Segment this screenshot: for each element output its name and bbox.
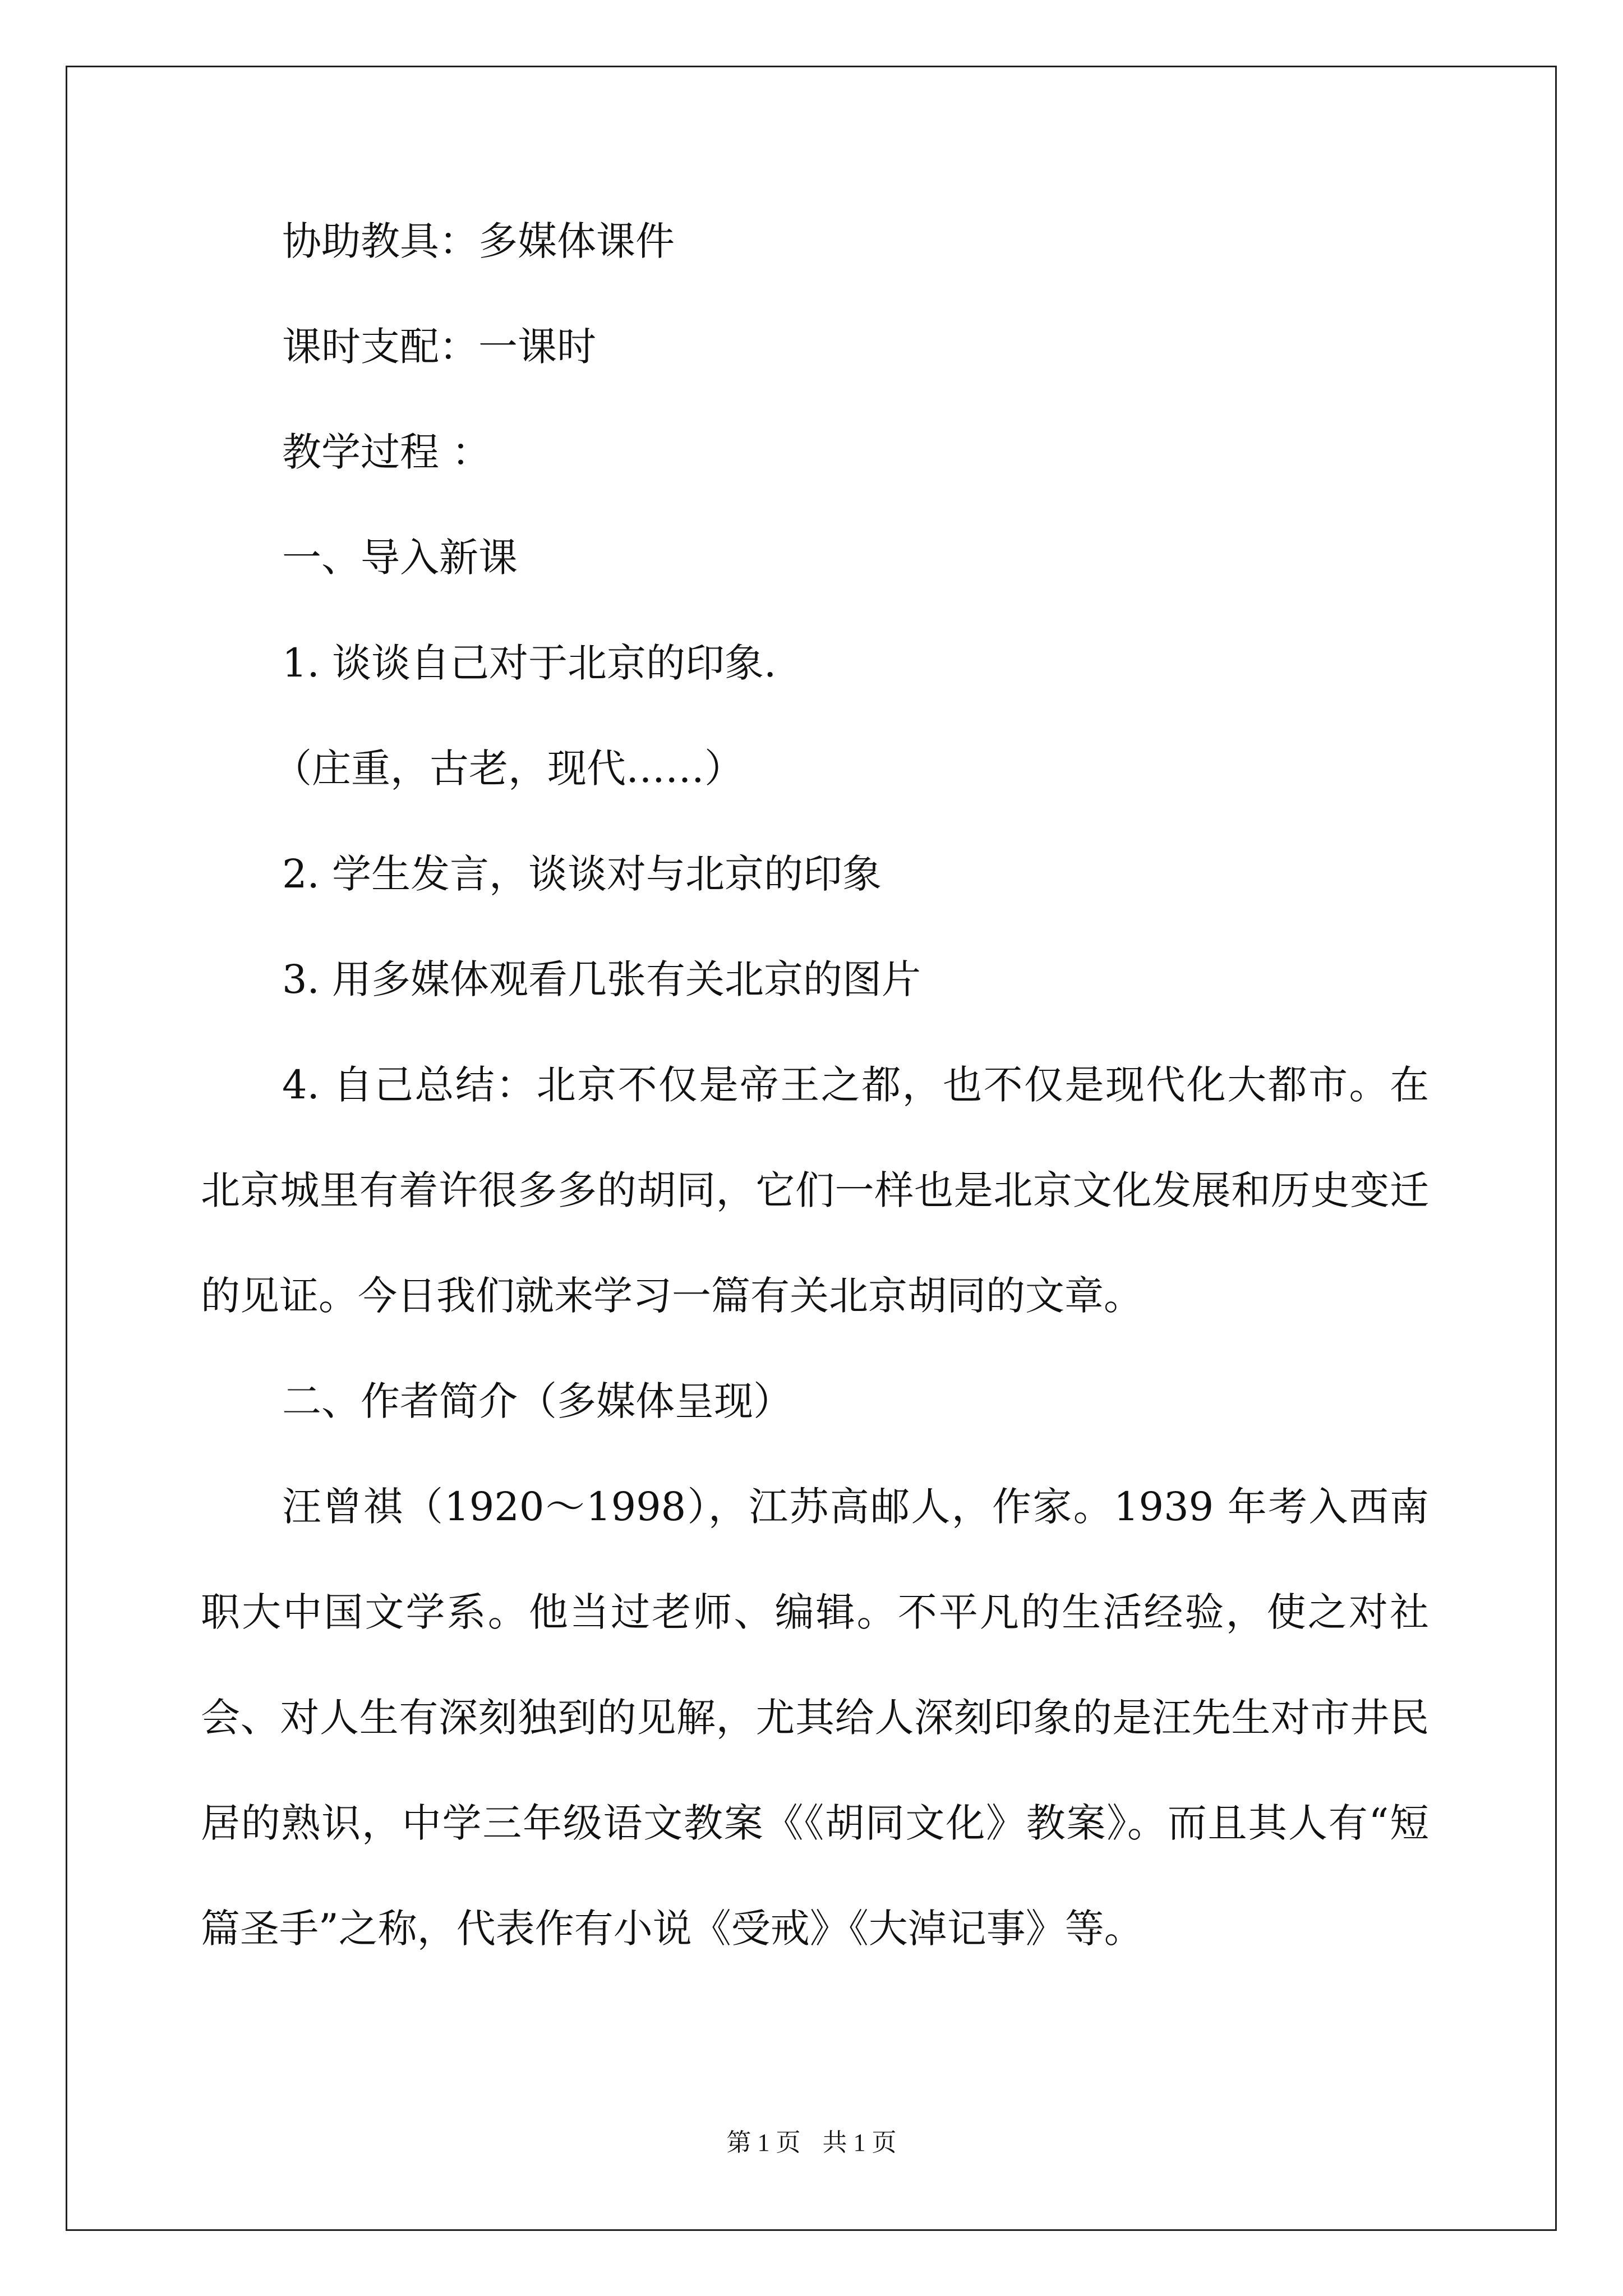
page-total: 共 1 页	[822, 2129, 897, 2156]
section-1-heading: 一、导入新课	[282, 535, 518, 581]
class-hours-line: 课时支配：一课时	[282, 324, 596, 370]
step-1-note: （庄重，古老，现代……）	[273, 746, 744, 792]
step-4-paragraph: 4. 自己总结：北京不仅是帝王之都，也不仅是现代化大都市。在北京城里有着许很多多的胡同，它们一样也是北京文化发展和历史变迁的见证。今日我们就来学习一篇有关北京胡同的文章。	[201, 1062, 1429, 1319]
section-2-heading: 二、作者简介（多媒体呈现）	[282, 1378, 792, 1424]
teaching-aids-line: 协助教具：多媒体课件	[282, 218, 675, 264]
teaching-process-heading: 教学过程 ：	[282, 429, 491, 475]
step-2-line: 2. 学生发言，谈谈对与北京的印象	[282, 851, 882, 897]
step-3-line: 3. 用多媒体观看几张有关北京的图片	[282, 956, 921, 1002]
step-1-line: 1. 谈谈自己对于北京的印象.	[282, 640, 777, 686]
author-intro-paragraph: 汪曾祺（1920～1998），江苏高邮人，作家。1939 年考入西南职大中国文学系。他当过老师、编辑。不平凡的生活经验，使之对社会、对人生有深刻独到的见解，尤其给人深刻印象的是汪先生对市井民居的熟识，中学三年级语文教案《《胡同文化》教案》。而且其人有“短篇圣手”之称，代表作有小说《受戒》《大淖记事》等。	[201, 1484, 1429, 1952]
page-footer	[0, 2126, 1623, 2160]
page-number: 第 1 页	[726, 2129, 801, 2156]
